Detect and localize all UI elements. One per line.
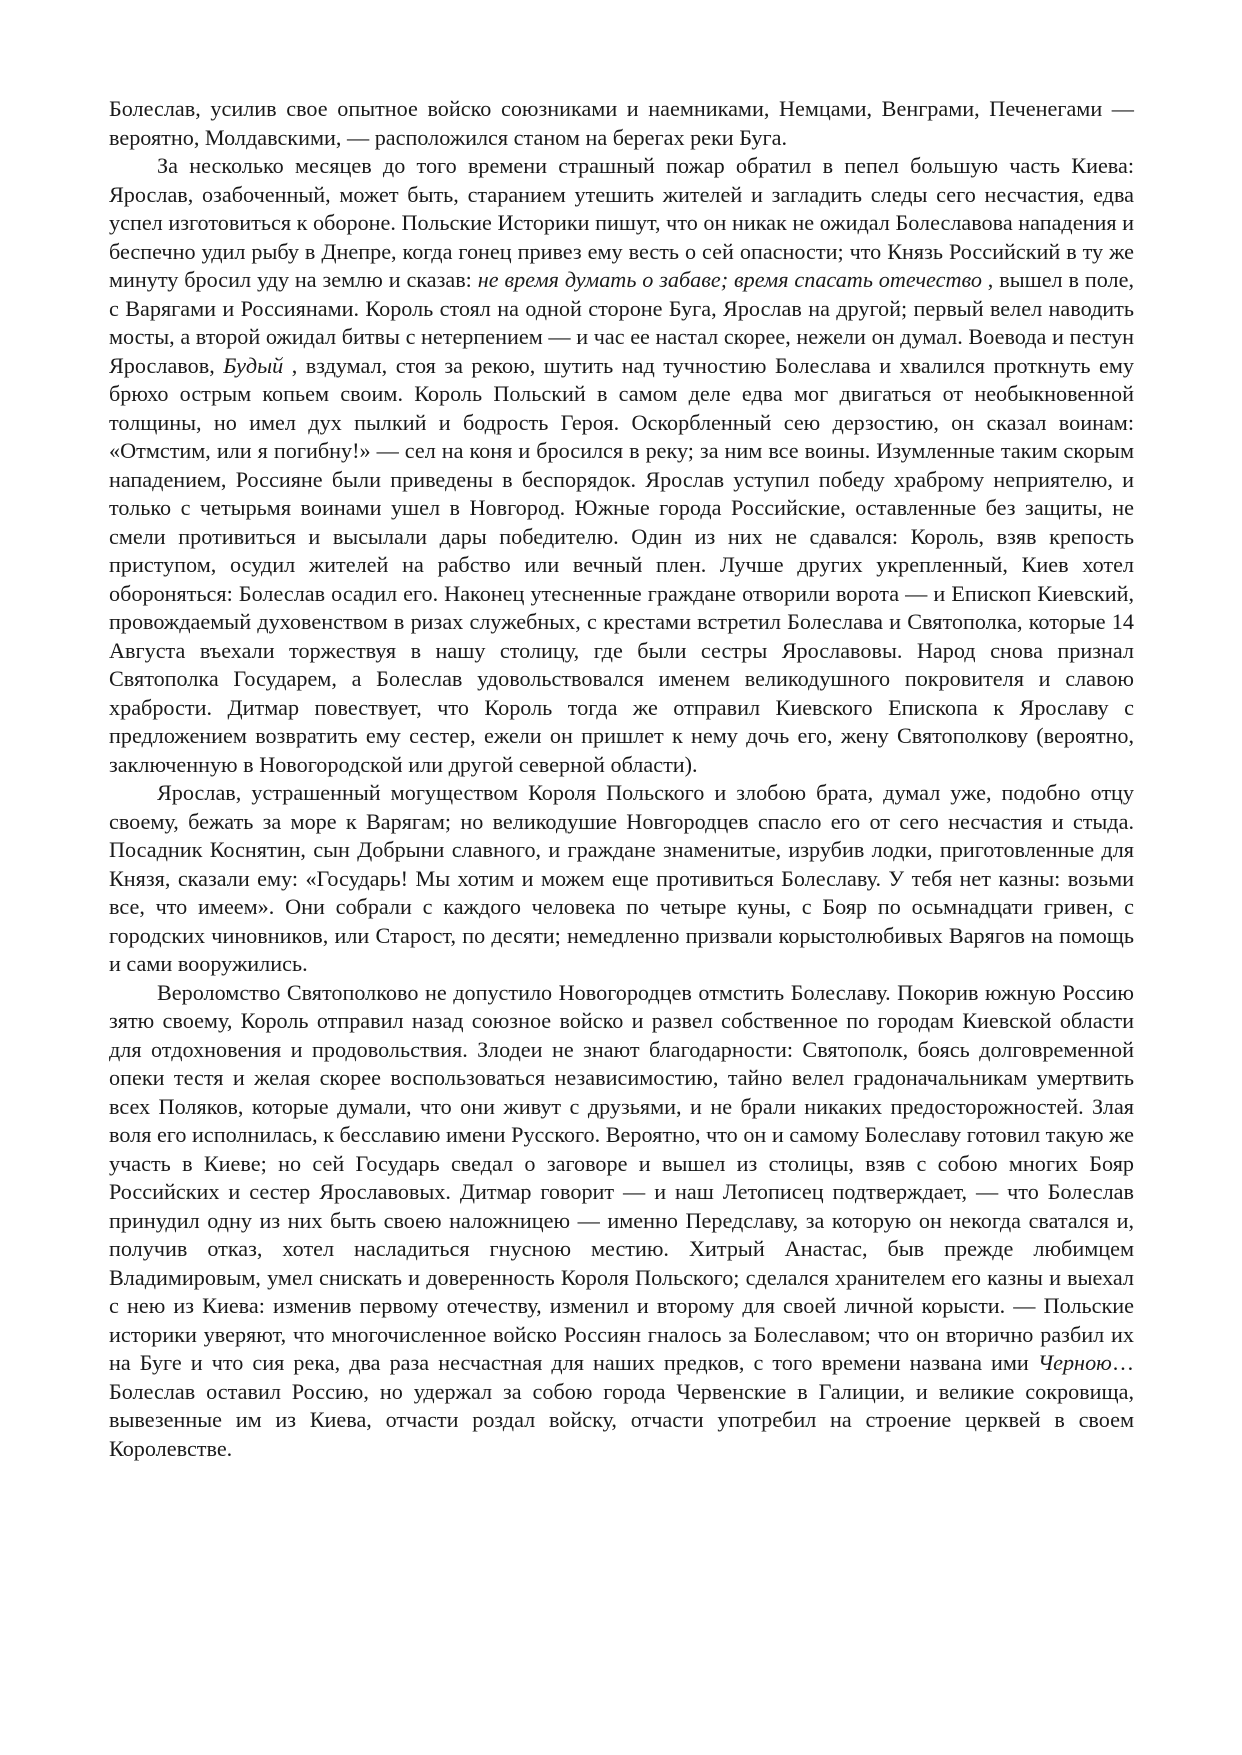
paragraph bbox=[109, 779, 1134, 979]
document-page bbox=[109, 95, 1134, 1463]
paragraph bbox=[109, 95, 1134, 152]
paragraph-text: Ярослав, устрашенный могуществом Короля Польского и злобою брата, думал уже, подобно отцу своему, бежать за море к Варягам; но великодушие Новгородцев спасло его от сего несчастия и стыда. Посадник Коснятин, сын Добрыни славного, и граждане знаменитые, изрубив лодки, приготовленные для Князя, сказали ему: «Государь! Мы хотим и можем еще противиться Болеславу. У тебя нет казны: возьми все, что имеем». Они собрали с каждого человека по четыре куны, с Бояр по осьмнадцати гривен, с городских чиновников, или Старост, по десяти; немедленно призвали корыстолюбивых Варягов на помощь и сами вооружились. bbox=[109, 780, 1134, 976]
paragraph-text: Болеслав, усилив свое опытное войско союзниками и наемниками, Немцами, Венграми, Печенегами — вероятно, Молдавскими, — расположился станом на берегах реки Буга. bbox=[109, 96, 1134, 150]
paragraph-text: Вероломство Святополково не допустило Новогородцев отмстить Болеславу. Покорив южную Россию зятю своему, Король отправил назад союзное войско и развел собственное по городам Киевской области для отдохновения и продовольствия. Злодеи не знают благодарности: Святополк, боясь долговременной опеки тестя и желая скорее воспользоваться независимостию, тайно велел градоначальникам умертвить всех Поляков, которые думали, что они живут с друзьями, и не брали никаких предосторожностей. Злая воля его исполнилась, к бесславию имени Русского. Вероятно, что он и самому Болеславу готовил такую же участь в Киеве; но сей Государь сведал о заговоре и вышел из столицы, взяв с собою многих Бояр Российских и сестер Ярославовых. Дитмар говорит — и наш Летописец подтверждает, — что Болеслав принудил одну из них быть своею наложницею — именно Передславу, за которую он некогда сватался и, получив отказ, хотел насладиться гнусною местию. Хитрый Анастас, быв прежде любимцем Владимировым, умел снискать и доверенность Короля Польского; сделался хранителем его казны и выехал с нею из Киева: изменив первому отечеству, изменил и второму для своей личной корысти. — Польские историки уверяют, что многочисленное войско Россиян гналось за Болеславом; что он вторично разбил их на Буге и что сия река, два раза несчастная для наших предков, с того времени названа ими bbox=[109, 979, 1134, 1375]
paragraph-text: … Болеслав оставил Россию, но удержал за собою города Червенские в Галиции, и великие сокровища, вывезенные им из Киева, отчасти роздал войску, отчасти употребил на строение церквей в своем Королевстве. bbox=[109, 1350, 1134, 1461]
italic-river-name: Черною bbox=[1037, 1350, 1112, 1375]
paragraph-text: , вздумал, стоя за рекою, шутить над тучностию Болеслава и хвалился проткнуть ему брюхо острым копьем своим. Король Польский в самом деле едва мог двигаться от необыкновенной толщины, но имел дух пылкий и бодрость Героя. Оскорбленный сею дерзостию, он сказал воинам: «Отмстим, или я погибну!» — сел на коня и бросился в реку; за ним все воины. Изумленные таким скорым нападением, Россияне были приведены в беспорядок. Ярослав уступил победу храброму неприятелю, и только с четырьмя воинами ушел в Новгород. Южные города Российские, оставленные без защиты, не смели противиться и высылали дары победителю. Один из них не сдавался: Король, взяв крепость приступом, осудил жителей на рабство или вечный плен. Лучше других укрепленный, Киев хотел обороняться: Болеслав осадил его. Наконец утесненные граждане отворили ворота — и Епископ Киевский, провождаемый духовенством в ризах служебных, с крестами встретил Болеслава и Святополка, которые 14 Августа въехали торжествуя в нашу столицу, где были сестры Ярославовы. Народ снова признал Святополка Государем, а Болеслав удовольствовался именем великодушного покровителя и славою храбрости. Дитмар повествует, что Король тогда же отправил Киевского Епископа к Ярославу с предложением возвратить ему сестер, ежели он пришлет к нему дочь его, жену Святополкову (вероятно, заключенную в Новогородской или другой северной области). bbox=[109, 352, 1134, 777]
paragraph-text: , вышел в поле, с Варягами и Россиянами. Король стоял на одной стороне Буга, Ярослав на другой; первый велел наводить мосты, а второй ожидал битвы с нетерпением — и час ее настал скорее, нежели он думал. Воевода и пестун Ярославов, bbox=[109, 267, 1134, 378]
italic-name: Будый bbox=[223, 352, 284, 378]
italic-quote: не время думать о забаве; время спасать отечество bbox=[477, 267, 982, 292]
paragraph bbox=[109, 979, 1134, 1464]
paragraph-text: За несколько месяцев до того времени страшный пожар обратил в пепел большую часть Киева: Ярослав, озабоченный, может быть, старанием утешить жителей и загладить следы сего несчастия, едва успел изготовиться к обороне. Польские Историки пишут, что он никак не ожидал Болеславова нападения и беспечно удил рыбу в Днепре, когда гонец привез ему весть о сей опасности; что Князь Российский в ту же минуту бросил уду на землю и сказав: bbox=[109, 153, 1134, 292]
paragraph bbox=[109, 152, 1134, 779]
